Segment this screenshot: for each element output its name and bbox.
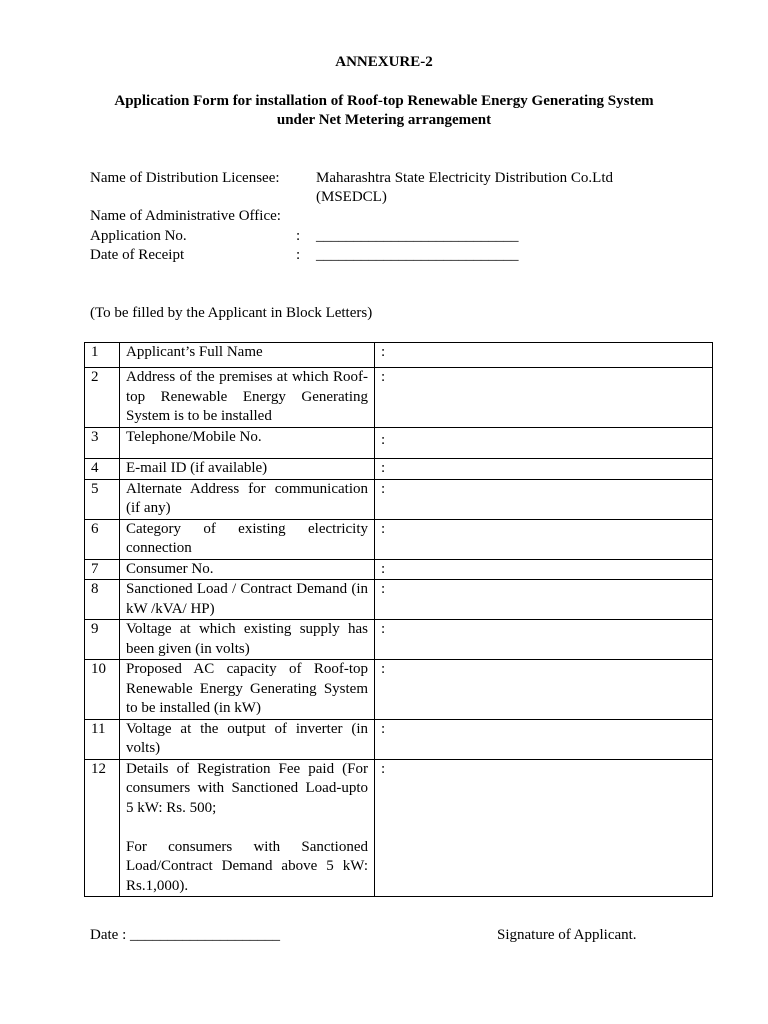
row-value-field[interactable]: : bbox=[375, 368, 713, 428]
row-label-registration-fee bbox=[120, 759, 375, 897]
table-row bbox=[85, 479, 713, 519]
row-label: Telephone/Mobile No. bbox=[120, 428, 375, 459]
row-value-field[interactable]: : bbox=[375, 519, 713, 559]
row-number: 9 bbox=[85, 620, 120, 660]
row-label: Sanctioned Load / Contract Demand (in kW /kVA/ HP) bbox=[120, 580, 375, 620]
row-value-field[interactable]: : bbox=[375, 660, 713, 720]
licensee-value-line2: (MSEDCL) bbox=[316, 189, 387, 205]
registration-fee-text: Details of Registration Fee paid (For consumers with Sanctioned Load-upto 5 kW: Rs. 500; bbox=[126, 760, 368, 816]
row-value-field[interactable]: : bbox=[375, 620, 713, 660]
row-label: Voltage at the output of inverter (in volts) bbox=[120, 719, 375, 759]
table-row bbox=[85, 459, 713, 480]
row-number: 1 bbox=[85, 343, 120, 368]
row-number: 8 bbox=[85, 580, 120, 620]
signature-label: Signature of Applicant. bbox=[497, 927, 637, 943]
row-number: 10 bbox=[85, 660, 120, 720]
admin-office-label: Name of Administrative Office: bbox=[90, 208, 281, 224]
row-label: Category of existing electricity connection bbox=[120, 519, 375, 559]
paragraph-gap bbox=[126, 818, 368, 838]
row-value-field[interactable]: : bbox=[375, 479, 713, 519]
row-value-field[interactable]: : bbox=[375, 759, 713, 897]
row-label: E-mail ID (if available) bbox=[120, 459, 375, 480]
table-row bbox=[85, 519, 713, 559]
table-row bbox=[85, 428, 713, 459]
row-number: 2 bbox=[85, 368, 120, 428]
instruction-text: (To be filled by the Applicant in Block Letters) bbox=[90, 305, 373, 321]
table-row bbox=[85, 620, 713, 660]
table-row bbox=[85, 343, 713, 368]
applicant-details-table bbox=[84, 342, 713, 897]
row-label: Voltage at which existing supply has been given (in volts) bbox=[120, 620, 375, 660]
row-label: Proposed AC capacity of Roof-top Renewable Energy Generating System to be installed (in kW) bbox=[120, 660, 375, 720]
row-label: Consumer No. bbox=[120, 559, 375, 580]
row-value-field[interactable]: : bbox=[375, 459, 713, 480]
row-label: Address of the premises at which Roof-top Renewable Energy Generating System is to be installed bbox=[120, 368, 375, 428]
annexure-heading: ANNEXURE-2 bbox=[335, 54, 433, 70]
licensee-label: Name of Distribution Licensee: bbox=[90, 170, 280, 186]
row-number: 3 bbox=[85, 428, 120, 459]
table-row bbox=[85, 759, 713, 897]
row-value-field[interactable]: : bbox=[375, 719, 713, 759]
application-no-label: Application No. bbox=[90, 228, 187, 244]
row-value-field[interactable]: : bbox=[375, 559, 713, 580]
licensee-value-line1: Maharashtra State Electricity Distribution Co.Ltd bbox=[316, 170, 614, 186]
application-no-field[interactable]: ___________________________ bbox=[316, 228, 519, 244]
table-row bbox=[85, 580, 713, 620]
registration-fee-extra-text: For consumers with Sanctioned Load/Contract Demand above 5 kW: Rs.1,000). bbox=[126, 838, 368, 894]
row-number: 7 bbox=[85, 559, 120, 580]
row-label: Alternate Address for communication (if any) bbox=[120, 479, 375, 519]
application-no-colon: : bbox=[296, 228, 301, 244]
row-number: 4 bbox=[85, 459, 120, 480]
table-row bbox=[85, 719, 713, 759]
row-number: 5 bbox=[85, 479, 120, 519]
table-row bbox=[85, 368, 713, 428]
form-title-line2: under Net Metering arrangement bbox=[276, 112, 492, 128]
row-number: 11 bbox=[85, 719, 120, 759]
table-row bbox=[85, 559, 713, 580]
date-field[interactable]: Date : ____________________ bbox=[90, 927, 280, 943]
row-value-field[interactable]: : bbox=[375, 428, 713, 459]
date-of-receipt-colon: : bbox=[296, 247, 301, 263]
row-value-field[interactable]: : bbox=[375, 343, 713, 368]
form-title-line1: Application Form for installation of Roof-top Renewable Energy Generating System bbox=[114, 93, 654, 109]
date-of-receipt-field[interactable]: ___________________________ bbox=[316, 247, 519, 263]
row-value-field[interactable]: : bbox=[375, 580, 713, 620]
row-label: Applicant’s Full Name bbox=[120, 343, 375, 368]
row-number: 6 bbox=[85, 519, 120, 559]
row-number: 12 bbox=[85, 759, 120, 897]
table-row bbox=[85, 660, 713, 720]
date-of-receipt-label: Date of Receipt bbox=[90, 247, 185, 263]
